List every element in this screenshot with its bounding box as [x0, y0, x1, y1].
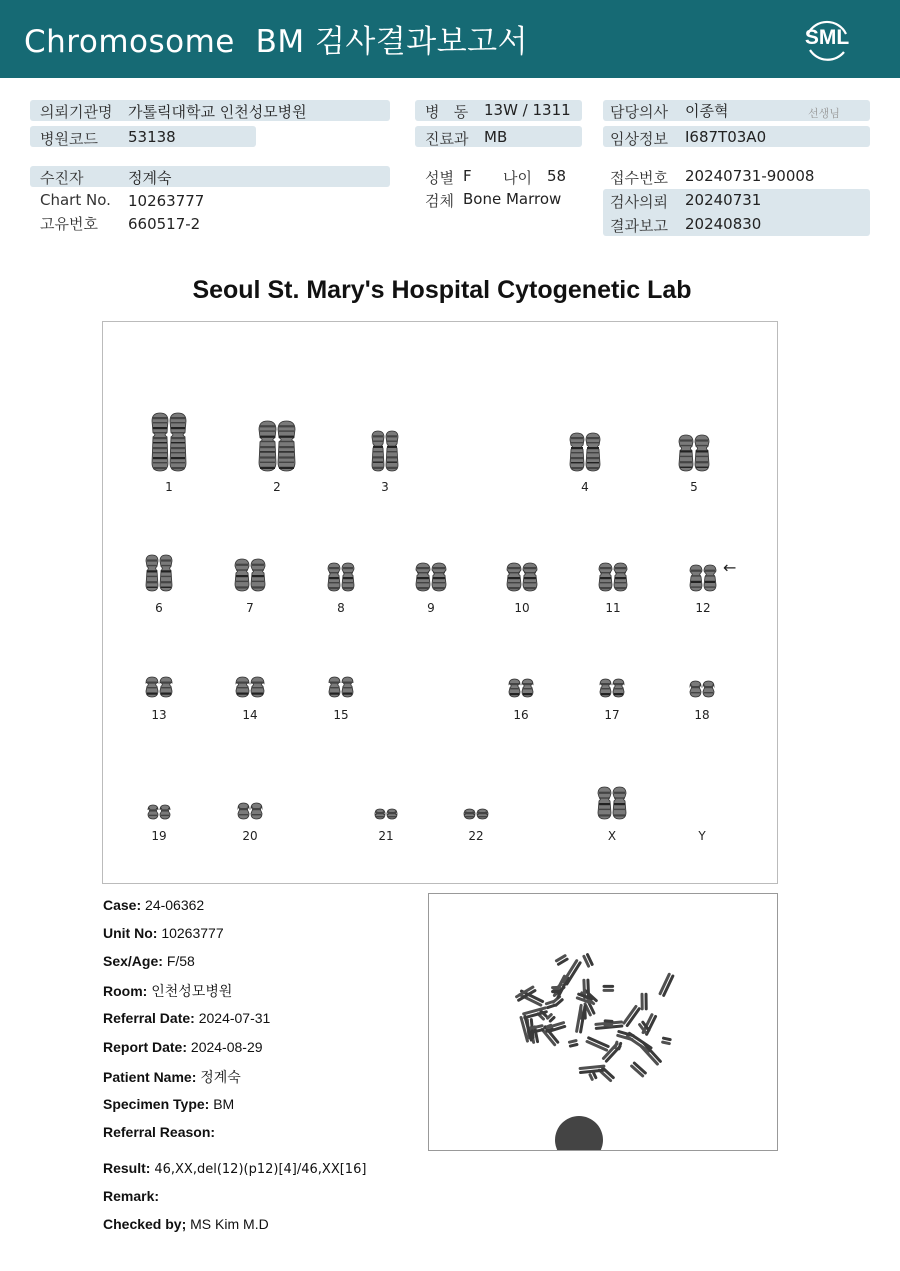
chromosome-pair-8	[327, 562, 355, 592]
result-line	[103, 1160, 366, 1177]
chromosome-label-15: 15	[333, 708, 349, 722]
sex-value: F	[463, 167, 472, 185]
referral-date-value: 2024-07-31	[198, 1010, 271, 1026]
sex-age-value: F/58	[166, 953, 195, 969]
case-report-date-label: Report Date:	[103, 1039, 188, 1055]
chromosome-pair-7	[234, 558, 266, 592]
department-value: MB	[484, 128, 508, 146]
chromosome-label-8: 8	[337, 601, 345, 615]
sex-age-label: Sex/Age:	[103, 953, 163, 969]
chromosome-label-2: 2	[273, 480, 281, 494]
chromosome-pair-16	[508, 678, 534, 698]
hospital-code-value: 53138	[128, 128, 176, 146]
chromosome-pair-19	[147, 804, 171, 820]
room-line	[103, 981, 232, 1001]
chromosome-pair-11	[598, 562, 628, 592]
specimen-type-value: BM	[213, 1096, 235, 1112]
specimen-label: 검체	[425, 192, 454, 210]
chromosome-label-14: 14	[242, 708, 258, 722]
ward-label: 병 동	[425, 103, 469, 121]
chromosome-pair-18	[689, 680, 715, 698]
case-label: Case:	[103, 897, 142, 913]
room-label: Room:	[103, 983, 148, 999]
chromosome-label-1: 1	[165, 480, 173, 494]
institution-value: 가톨릭대학교 인천성모병원	[128, 103, 307, 121]
chromosome-label-X: X	[607, 829, 617, 843]
chromosome-pair-20	[237, 802, 263, 820]
chromosome-label-5: 5	[690, 480, 698, 494]
doctor-suffix: 선생님	[808, 107, 840, 120]
hospital-code-label: 병원코드	[40, 130, 98, 148]
unique-no-label: 고유번호	[40, 215, 98, 233]
chromosome-pair-12	[689, 564, 717, 592]
chromosome-label-19: 19	[151, 829, 167, 843]
referral-date-label: Referral Date:	[103, 1010, 195, 1026]
doctor-label: 담당의사	[610, 103, 668, 121]
chromosome-label-9: 9	[427, 601, 435, 615]
result-label: Result:	[103, 1160, 151, 1176]
request-date-label: 검사의뢰	[610, 193, 668, 211]
doctor-value: 이종혁	[685, 102, 729, 120]
report-date-label: 결과보고	[610, 217, 668, 235]
chromosome-pair-4	[569, 432, 601, 472]
report-date-value: 20240830	[685, 215, 762, 233]
chromosome-label-4: 4	[581, 480, 589, 494]
logo-text: SML	[804, 26, 850, 49]
report-header	[0, 0, 900, 78]
chromosome-label-11: 11	[605, 601, 621, 615]
chromosome-label-10: 10	[514, 601, 530, 615]
clinical-info-label: 임상정보	[610, 130, 668, 148]
chart-no-value: 10263777	[128, 192, 205, 210]
sex-label: 성별	[425, 169, 454, 187]
metaphase-image	[428, 893, 778, 1151]
chromosome-label-12: 12	[695, 601, 711, 615]
remark-label: Remark:	[103, 1188, 160, 1204]
unit-no-line	[103, 925, 224, 941]
ward-value: 13W / 1311	[484, 101, 571, 119]
patient-name-value: 정계숙	[200, 1069, 241, 1085]
specimen-value: Bone Marrow	[463, 190, 562, 208]
chromosome-pair-17	[599, 678, 625, 698]
karyogram-panel	[102, 321, 778, 884]
checked-by-value: MS Kim M.D	[190, 1216, 269, 1232]
chart-no-label: Chart No.	[40, 191, 111, 209]
case-report-date-value: 2024-08-29	[190, 1039, 263, 1055]
sex-age-line	[103, 953, 195, 969]
chromosome-pair-6	[145, 554, 173, 592]
remark-line	[103, 1188, 159, 1204]
report-date-line	[103, 1039, 263, 1055]
patient-band	[30, 166, 390, 187]
chromosome-label-22: 22	[468, 829, 484, 843]
chromosome-pair-3	[371, 430, 399, 472]
checked-by-line	[103, 1216, 269, 1232]
unique-no-value: 660517-2	[128, 215, 201, 233]
chromosome-pair-21	[374, 808, 398, 820]
referral-reason-line	[103, 1124, 215, 1140]
chromosome-label-Y: Y	[698, 829, 706, 843]
chromosome-label-6: 6	[155, 601, 163, 615]
lab-title: Seoul St. Mary's Hospital Cytogenetic Lab	[192, 276, 692, 304]
patient-name-label: Patient Name:	[103, 1069, 197, 1085]
result-value: 46,XX,del(12)(p12)[4]/46,XX[16]	[154, 1162, 367, 1177]
specimen-type-line	[103, 1096, 234, 1112]
chromosome-label-13: 13	[151, 708, 167, 722]
chromosome-pair-14	[235, 676, 265, 698]
abnormality-arrow-icon: ←	[723, 558, 737, 577]
room-value: 인천성모병원	[151, 983, 233, 999]
chromosome-label-21: 21	[378, 829, 394, 843]
request-date-value: 20240731	[685, 191, 762, 209]
clinical-info-value: I687T03A0	[685, 128, 767, 146]
chromosome-label-3: 3	[381, 480, 389, 494]
receipt-no-label: 접수번호	[610, 169, 668, 187]
checked-by-label: Checked by;	[103, 1216, 187, 1232]
referral-reason-label: Referral Reason:	[103, 1124, 216, 1140]
chromosome-pair-2	[258, 420, 296, 472]
case-value: 24-06362	[145, 897, 205, 913]
chromosome-pair-9	[415, 562, 447, 592]
case-line	[103, 897, 204, 913]
metaphase-spread	[429, 894, 777, 1150]
chromosome-pair-22	[463, 808, 489, 820]
chromosome-label-20: 20	[242, 829, 258, 843]
chromosome-label-17: 17	[604, 708, 620, 722]
institution-label: 의뢰기관명	[40, 103, 113, 121]
unit-no-label: Unit No:	[103, 925, 158, 941]
chromosome-pair-10	[506, 562, 538, 592]
chromosome-pair-15	[328, 676, 354, 698]
specimen-type-label: Specimen Type:	[103, 1096, 210, 1112]
patient-name-line	[103, 1067, 241, 1087]
referral-date-line	[103, 1010, 270, 1026]
chromosome-pair-X	[597, 786, 627, 820]
age-value: 58	[547, 167, 567, 185]
chromosome-label-7: 7	[246, 601, 254, 615]
receipt-no-value: 20240731-90008	[685, 167, 815, 185]
unit-no-value: 10263777	[161, 925, 224, 941]
patient-value: 정계숙	[128, 169, 172, 187]
chromosome-pair-13	[145, 676, 173, 698]
chromosome-label-16: 16	[513, 708, 529, 722]
chromosome-label-18: 18	[694, 708, 710, 722]
patient-label: 수진자	[40, 169, 84, 187]
age-label: 나이	[503, 169, 532, 187]
sml-logo	[800, 12, 854, 66]
department-label: 진료과	[425, 130, 469, 148]
report-title: Chromosome BM 검사결과보고서	[24, 24, 529, 60]
chromosome-pair-5	[678, 434, 710, 472]
chromosome-pair-1	[151, 412, 187, 472]
